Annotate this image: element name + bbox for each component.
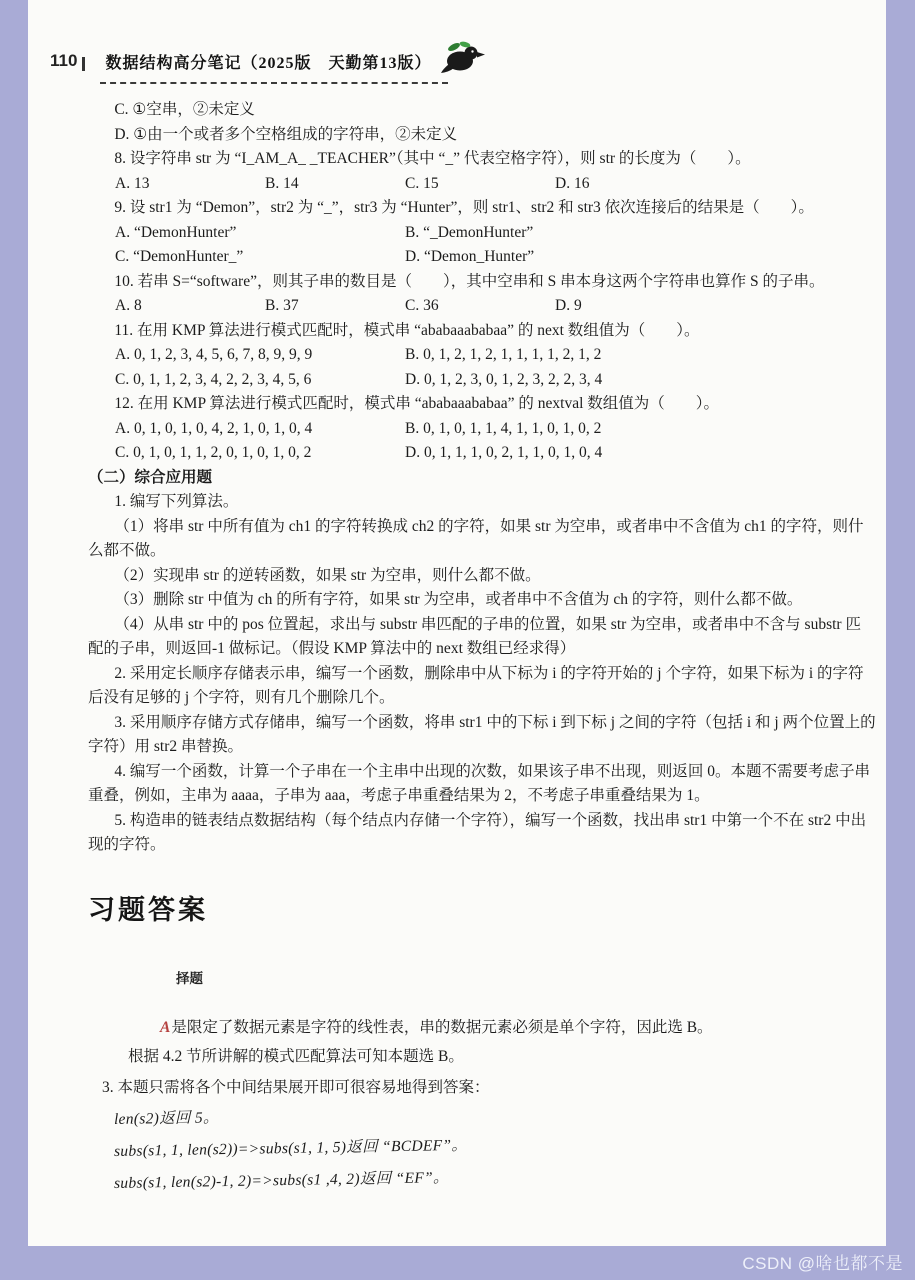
question-content [88,98,876,858]
option-item: D. 16 [555,174,590,192]
page-header [50,44,876,78]
option-item: B. 0, 1, 0, 1, 1, 4, 1, 1, 0, 1, 0, 2 [405,419,602,437]
option-item: A. 13 [115,174,150,192]
option-item: C. “DemonHunter_” [115,248,244,265]
book-title: 数据结构高分笔记（2025版 天勤第13版） [105,54,432,72]
option-item: D. 0, 1, 2, 3, 0, 1, 2, 3, 2, 2, 3, 4 [405,370,603,388]
text-line: 2. 采用定长顺序存储表示串，编写一个函数，删除串中从下标为 i 的字符开始的 j 个字符，如果下标为 i 的字符后没有足够的 j 个字符，则有几个删除几个。 [88,664,864,706]
options-row [88,417,876,442]
answer-line: 3. 本题只需将各个中间结果展开即可很容易地得到答案： [102,1078,490,1096]
red-annotation-mark: A [160,1018,171,1036]
options-row [88,441,876,466]
answers-section [88,888,876,1196]
text-line: D. ①由一个或者多个空格组成的字符串，②未定义 [114,125,458,143]
text-line: 9. 设 str1 为 “Demon”，str2 为 “_”，str3 为 “Hunter”，则 str1、str2 和 str3 依次连接后的结果是（ ）。 [114,199,814,216]
header-divider [100,82,448,84]
tianqin-bird-logo [441,40,487,79]
options-row [88,221,876,246]
option-item: B. 14 [265,174,299,192]
page-number: 110 [50,51,78,70]
options-row [88,368,876,393]
answer-line: len(s2)返回 5。 [113,1108,219,1128]
option-item: A. 0, 1, 0, 1, 0, 4, 2, 1, 0, 1, 0, 4 [115,419,313,437]
text-line: 3. 采用顺序存储方式存储串，编写一个函数，将串 str1 中的下标 i 到下标 j 之间的字符（包括 i 和 j 两个位置上的字符）用 str2 串替换。 [88,713,876,755]
option-item: A. 0, 1, 2, 3, 4, 5, 6, 7, 8, 9, 9, 9 [115,346,313,363]
text-line: 12. 在用 KMP 算法进行模式匹配时，模式串 “ababaaababaa” 的 nextval 数组值为（ ）。 [114,395,720,412]
answers-subheading: 择题 [176,970,203,986]
text-line: 11. 在用 KMP 算法进行模式匹配时，模式串 “ababaaababaa” 的 next 数组值为（ ）。 [114,321,700,339]
option-item: D. “Demon_Hunter” [405,248,535,265]
option-item: D. 0, 1, 1, 1, 0, 2, 1, 1, 0, 1, 0, 4 [405,444,603,461]
text-line: 4. 编写一个函数，计算一个子串在一个主串中出现的次数，如果该子串不出现，则返回 0。本题不需要考虑子串重叠，例如，主串为 aaaa，子串为 aaa，考虑子串重叠结果为 2，不考虑子串重叠结果为 1。 [88,762,870,804]
text-line: 10. 若串 S=“software”，则其子串的数目是（ ），其中空串和 S 串本身这两个字符串也算作 S 的子串。 [114,272,825,290]
option-item: B. 0, 1, 2, 1, 2, 1, 1, 1, 1, 2, 1, 2 [405,346,602,363]
option-item: C. 0, 1, 1, 2, 3, 4, 2, 2, 3, 4, 5, 6 [115,370,312,388]
text-line: 1. 编写下列算法。 [114,493,239,510]
text-line: （3）删除 str 中值为 ch 的所有字符，如果 str 为空串，或者串中不含值为 ch 的字符，则什么都不做。 [114,591,803,608]
option-item: C. 15 [405,174,439,192]
text-line: 5. 构造串的链表结点数据结构（每个结点内存储一个字符），编写一个函数，找出串 str1 中第一个不在 str2 中出现的字符。 [88,811,867,853]
options-row [88,172,876,197]
answer-line: subs(s1, len(s2)-1, 2)=>subs(s1 ,4, 2)返回 “EF”。 [113,1168,449,1192]
option-item: B. “_DemonHunter” [405,223,534,241]
option-item: B. 37 [265,297,299,314]
text-line: （2）实现串 str 的逆转函数，如果 str 为空串，则什么都不做。 [114,566,541,584]
text-line: C. ①空串，②未定义 [114,101,255,118]
answers-heading: 习题答案 [88,894,208,925]
option-item: C. 36 [405,297,439,314]
page-number-tick [82,57,85,71]
text-line: 8. 设字符串 str 为 “I_AM_A_ _TEACHER”（其中 “_” 代表空格字符），则 str 的长度为（ ）。 [114,150,751,167]
answer-line: subs(s1, 1, len(s2))=>subs(s1, 1, 5)返回 “BCDEF”。 [113,1136,468,1160]
options-row [88,294,876,319]
option-item: A. 8 [115,297,142,314]
options-row [88,245,876,270]
csdn-watermark: CSDN @啥也都不是 [742,1254,903,1273]
answer-line: A是限定了数据元素是字符的线性表，串的数据元素必须是单个字符，因此选 B。 [160,1018,713,1036]
text-line: （二）综合应用题 [88,468,213,486]
option-item: C. 0, 1, 0, 1, 1, 2, 0, 1, 0, 1, 0, 2 [115,444,312,461]
option-item: D. 9 [555,297,582,314]
text-line: （4）从串 str 中的 pos 位置起，求出与 substr 串匹配的子串的位置，如果 str 为空串，或者串中不含与 substr 匹配的子串，则返回-1 做标记。（假设 KMP 算法中的 next 数组已经求得） [88,615,861,657]
answer-lines [88,1015,876,1196]
answer-line: 根据 4.2 节所讲解的模式匹配算法可知本题选 B。 [128,1047,464,1065]
text-line: （1）将串 str 中所有值为 ch1 的字符转换成 ch2 的字符，如果 str 为空串，或者串中不含值为 ch1 的字符，则什么都不做。 [88,517,864,559]
book-page [28,0,886,1246]
options-row [88,343,876,368]
option-item: A. “DemonHunter” [115,223,237,241]
